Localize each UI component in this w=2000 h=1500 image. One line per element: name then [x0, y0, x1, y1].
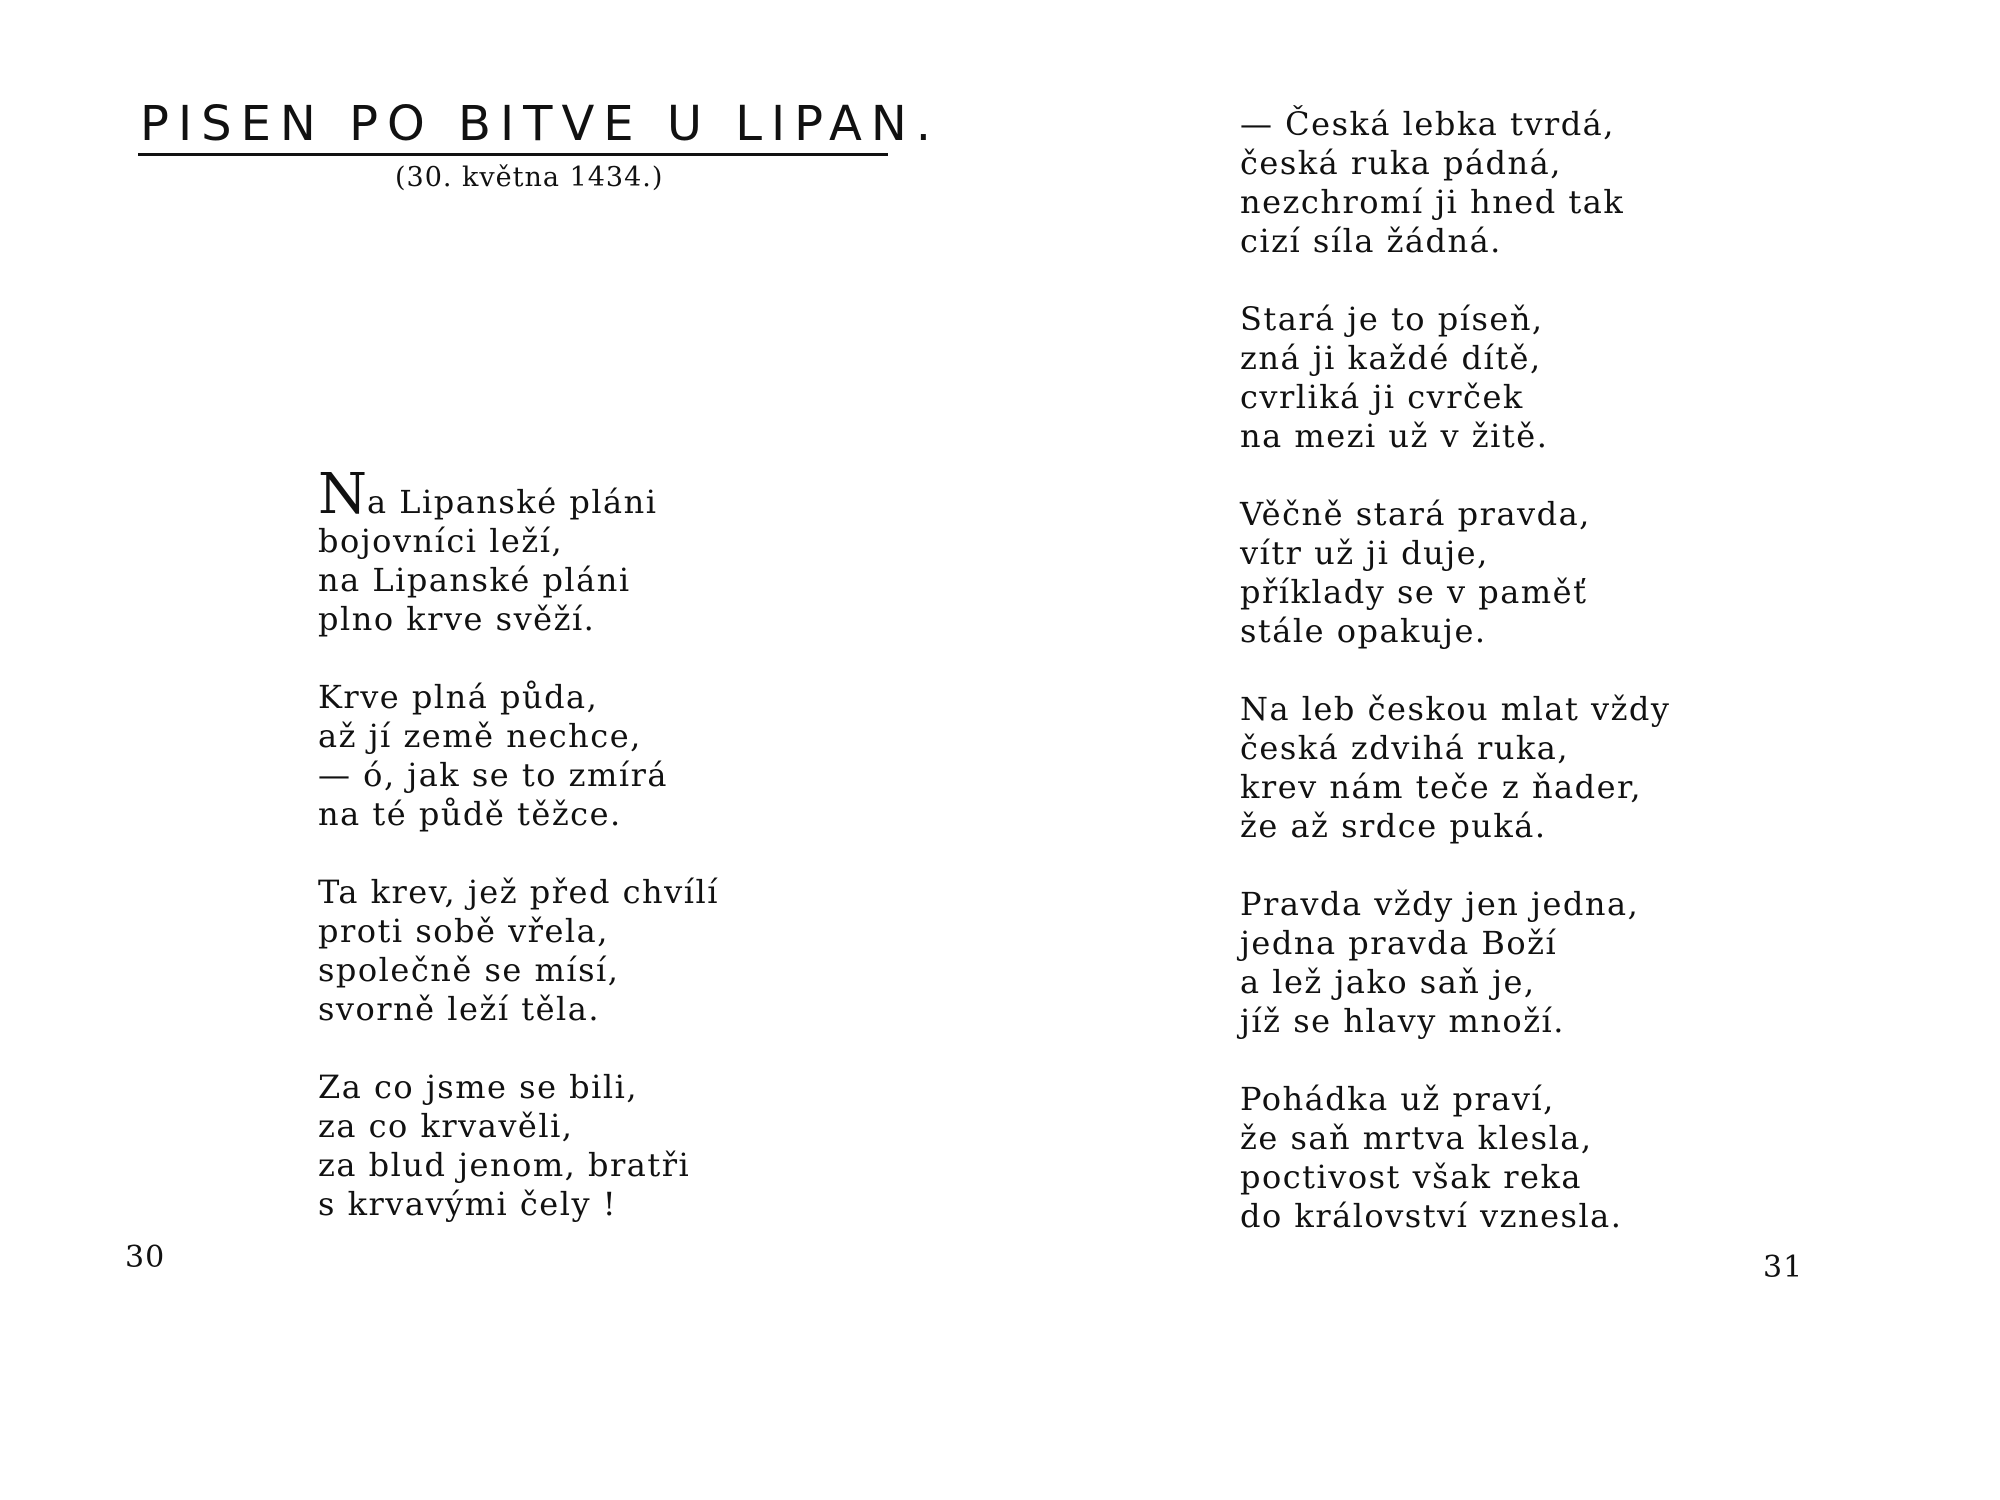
verse-line: Za co jsme se bili, [318, 1068, 639, 1106]
verse-line: Pohádka už praví, [1240, 1080, 1555, 1118]
stanza [1240, 885, 1670, 1041]
verse-line: jíž se hlavy množí. [1240, 1002, 1565, 1040]
verse-line: a lež jako saň je, [1240, 963, 1536, 1001]
verse-line: stále opakuje. [1240, 612, 1487, 650]
drop-cap: N [318, 462, 367, 527]
verse-line: za co krvavěli, [318, 1107, 574, 1145]
verse-line: Na leb českou mlat vždy [1240, 690, 1671, 728]
poem-date-subtitle: (30. května 1434.) [395, 162, 664, 193]
stanza [318, 678, 719, 834]
verse-line: Krve plná půda, [318, 678, 599, 716]
verse-line: cvrliká ji cvrček [1240, 378, 1524, 416]
verse-line: plno krve svěží. [318, 600, 596, 638]
stanza [318, 462, 719, 639]
verse-line: příklady se v paměť [1240, 573, 1588, 611]
verse-line: poctivost však reka [1240, 1158, 1582, 1196]
verse-line: Ta krev, jež před chvílí [318, 873, 719, 911]
right-page-column [1240, 105, 1670, 1275]
verse-line: Pravda vždy jen jedna, [1240, 885, 1640, 923]
page-number-right: 31 [1763, 1250, 1804, 1285]
verse-line: svorně leží těla. [318, 990, 600, 1028]
page-number-left: 30 [125, 1240, 166, 1275]
verse-line: bojovníci leží, [318, 522, 564, 560]
verse-line: že saň mrtva klesla, [1240, 1119, 1593, 1157]
verse-line: — ó, jak se to zmírá [318, 756, 668, 794]
stanza [1240, 690, 1670, 846]
verse-line: na té půdě těžce. [318, 795, 622, 833]
verse-line: česká zdvihá ruka, [1240, 729, 1569, 767]
verse-line: s krvavými čely ! [318, 1185, 618, 1223]
verse-line: krev nám teče z ňader, [1240, 768, 1642, 806]
verse-line: jedna pravda Boží [1240, 924, 1558, 962]
verse-line: nezchromí ji hned tak [1240, 183, 1625, 221]
verse-line: na Lipanské pláni [318, 561, 631, 599]
verse-line: cizí síla žádná. [1240, 222, 1502, 260]
stanza [318, 1068, 719, 1224]
verse-line: Stará je to píseň, [1240, 300, 1544, 338]
verse-line [318, 462, 719, 527]
verse-line: společně se mísí, [318, 951, 620, 989]
verse-line: za blud jenom, bratři [318, 1146, 691, 1184]
stanza [1240, 495, 1670, 651]
poem-title: PISEN PO BITVE U LIPAN. [140, 96, 941, 152]
verse-line: proti sobě vřela, [318, 912, 609, 950]
verse-line: česká ruka pádná, [1240, 144, 1562, 182]
verse-line: Věčně stará pravda, [1240, 495, 1591, 533]
verse-line: že až srdce puká. [1240, 807, 1547, 845]
left-page-column [318, 462, 719, 1263]
verse-line: na mezi už v žitě. [1240, 417, 1549, 455]
verse-line: vítr už ji duje, [1240, 534, 1489, 572]
stanza [1240, 1080, 1670, 1236]
stanza [318, 873, 719, 1029]
verse-line: zná ji každé dítě, [1240, 339, 1542, 377]
verse-line-text: a Lipanské pláni [367, 483, 658, 521]
stanza [1240, 105, 1670, 261]
stanza [1240, 300, 1670, 456]
verse-line: — Česká lebka tvrdá, [1240, 105, 1615, 143]
title-underline [138, 153, 888, 156]
verse-line: do království vznesla. [1240, 1197, 1623, 1235]
verse-line: až jí země nechce, [318, 717, 642, 755]
